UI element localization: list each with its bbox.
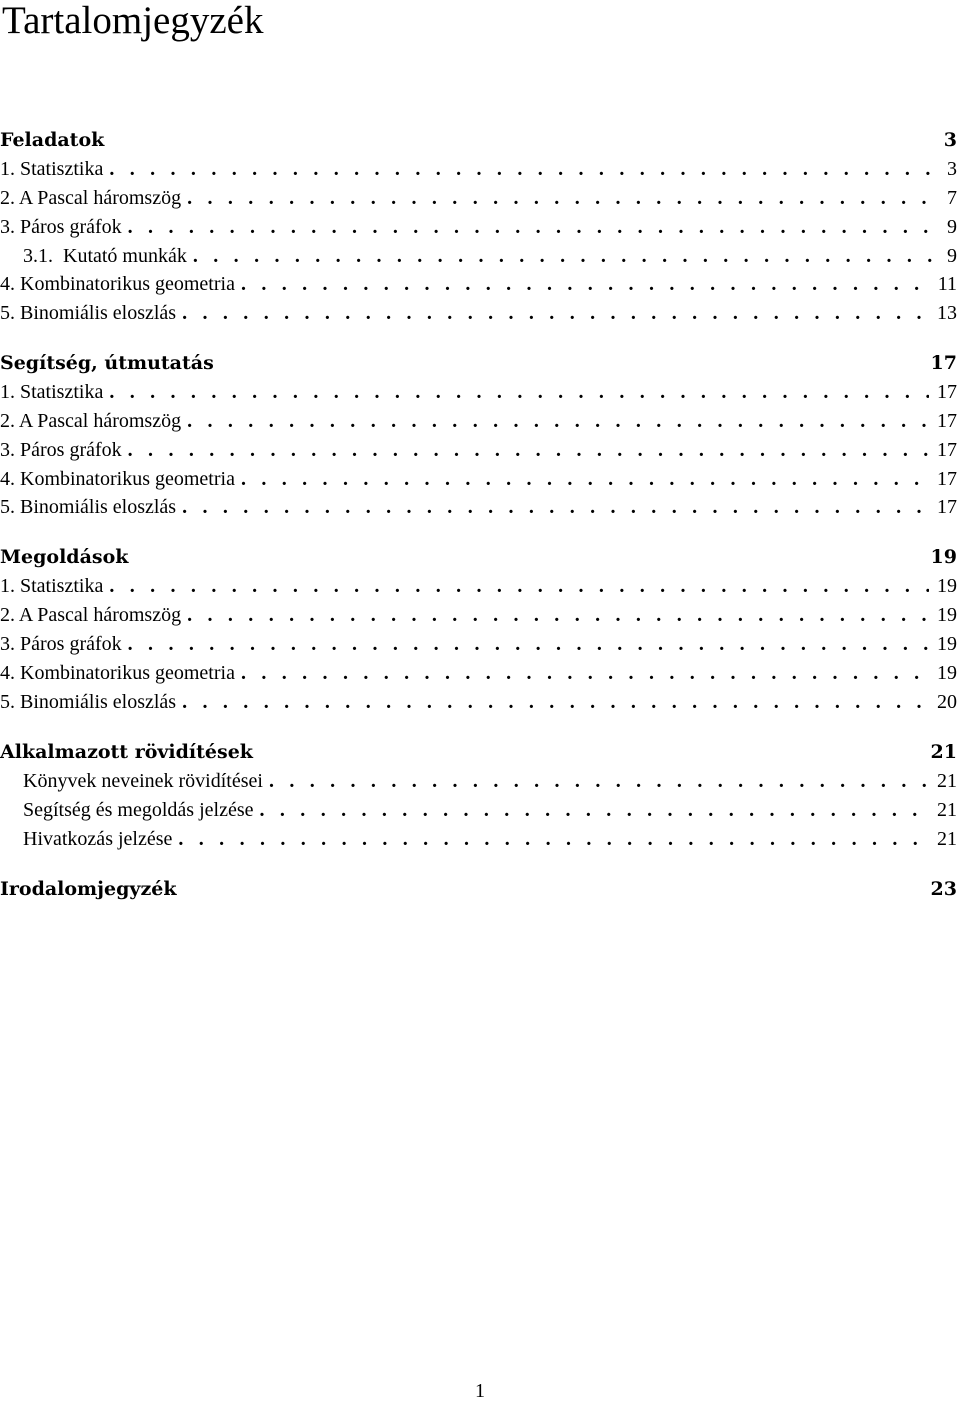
toc-entry-label: 1. Statisztika	[0, 158, 104, 180]
toc-page-number: 21	[930, 741, 957, 763]
toc-page-number: 3	[943, 129, 957, 151]
toc-entry[interactable]	[0, 299, 957, 327]
toc-entry[interactable]	[0, 213, 957, 241]
toc-chapter-label: Feladatok	[0, 129, 105, 151]
toc-chapter-label: Segítség, útmutatás	[0, 352, 214, 374]
toc-dot-leader	[128, 213, 939, 241]
toc-entry-label: 5. Binomiális eloszlás	[0, 691, 177, 713]
toc-entry[interactable]	[0, 465, 957, 493]
toc-page-number: 21	[937, 799, 957, 821]
toc-page-number: 17	[930, 352, 957, 374]
toc-dot-leader	[128, 630, 929, 658]
toc-page-number: 19	[937, 604, 957, 626]
toc-page-number: 13	[937, 302, 957, 324]
page-title: Tartalomjegyzék	[2, 0, 264, 42]
toc-dot-leader	[241, 270, 930, 298]
toc-entry-label: 5. Binomiális eloszlás	[0, 496, 177, 518]
toc-entry[interactable]	[0, 436, 957, 464]
toc-dot-leader	[178, 825, 929, 853]
toc-entry-label: 3. Páros gráfok	[0, 216, 122, 238]
toc-page-number: 17	[937, 439, 957, 461]
toc-page-number: 19	[930, 546, 957, 568]
page-footer-number: 1	[475, 1380, 485, 1402]
toc-entry[interactable]	[0, 767, 957, 795]
toc-dot-leader	[182, 493, 929, 521]
toc-entry[interactable]	[0, 796, 957, 824]
toc-page-number: 20	[937, 691, 957, 713]
toc-page-number: 17	[937, 381, 957, 403]
toc-page-number: 7	[947, 187, 957, 209]
toc-page-number: 11	[937, 273, 957, 295]
toc-page-number: 19	[937, 633, 957, 655]
toc-entry[interactable]	[0, 659, 957, 687]
toc-entry[interactable]	[0, 407, 957, 435]
toc-chapter-rovidites[interactable]	[0, 738, 957, 766]
toc-dot-leader	[182, 688, 929, 716]
toc-dot-leader	[109, 572, 929, 600]
toc-entry[interactable]	[0, 378, 957, 406]
toc-entry-label: Hivatkozás jelzése	[23, 828, 173, 850]
toc-entry[interactable]	[0, 688, 957, 716]
toc-dot-leader	[260, 796, 930, 824]
toc-page-number: 21	[937, 828, 957, 850]
toc-entry[interactable]	[0, 825, 957, 853]
toc-entry-label: 3. Páros gráfok	[0, 439, 122, 461]
toc-entry[interactable]	[0, 572, 957, 600]
toc-entry[interactable]	[0, 630, 957, 658]
toc-entry-label: 5. Binomiális eloszlás	[0, 302, 177, 324]
toc-entry-label: Könyvek neveinek rövidítései	[23, 770, 263, 792]
toc-page-number: 21	[937, 770, 957, 792]
toc-entry-label: 4. Kombinatorikus geometria	[0, 273, 235, 295]
toc-page-number: 19	[937, 662, 957, 684]
toc-entry[interactable]	[0, 270, 957, 298]
toc-page-number: 17	[937, 496, 957, 518]
toc-page-number: 23	[930, 878, 957, 900]
toc-chapter-megoldasok[interactable]	[0, 543, 957, 571]
toc-entry[interactable]	[0, 493, 957, 521]
toc-page-number: 3	[947, 158, 957, 180]
toc-entry-label: 3.1. Kutató munkák	[23, 245, 187, 267]
toc-page-number: 19	[937, 575, 957, 597]
toc-entry[interactable]	[0, 601, 957, 629]
toc-chapter-segitseg[interactable]	[0, 349, 957, 377]
toc-dot-leader	[187, 184, 939, 212]
toc-dot-leader	[187, 601, 929, 629]
toc-page-number: 9	[947, 245, 957, 267]
toc-entry-label: 4. Kombinatorikus geometria	[0, 662, 235, 684]
toc-chapter-label: Alkalmazott rövidítések	[0, 741, 253, 763]
toc-entry-label: 1. Statisztika	[0, 575, 104, 597]
toc-dot-leader	[193, 242, 939, 270]
toc-entry[interactable]	[0, 155, 957, 183]
toc-page-number: 17	[937, 468, 957, 490]
toc-entry-label: 1. Statisztika	[0, 381, 104, 403]
toc-chapter-label: Irodalomjegyzék	[0, 878, 177, 900]
toc-entry-label: 3. Páros gráfok	[0, 633, 122, 655]
toc-dot-leader	[128, 436, 929, 464]
toc-dot-leader	[109, 378, 929, 406]
toc-dot-leader	[187, 407, 929, 435]
toc-dot-leader	[109, 155, 939, 183]
toc-entry[interactable]	[0, 184, 957, 212]
toc-dot-leader	[182, 299, 929, 327]
toc-dot-leader	[241, 465, 929, 493]
toc-chapter-label: Megoldások	[0, 546, 129, 568]
toc-page-number: 17	[937, 410, 957, 432]
toc-chapter-feladatok[interactable]	[0, 126, 957, 154]
toc-entry-label: Segítség és megoldás jelzése	[23, 799, 254, 821]
toc-entry-label: 2. A Pascal háromszög	[0, 410, 182, 432]
toc-entry-label: 2. A Pascal háromszög	[0, 187, 182, 209]
toc-page-number: 9	[947, 216, 957, 238]
toc-dot-leader	[269, 767, 929, 795]
toc-dot-leader	[241, 659, 929, 687]
toc-chapter-irodalom[interactable]	[0, 875, 957, 903]
toc-entry[interactable]	[0, 242, 957, 270]
toc-entry-label: 4. Kombinatorikus geometria	[0, 468, 235, 490]
toc-entry-label: 2. A Pascal háromszög	[0, 604, 182, 626]
